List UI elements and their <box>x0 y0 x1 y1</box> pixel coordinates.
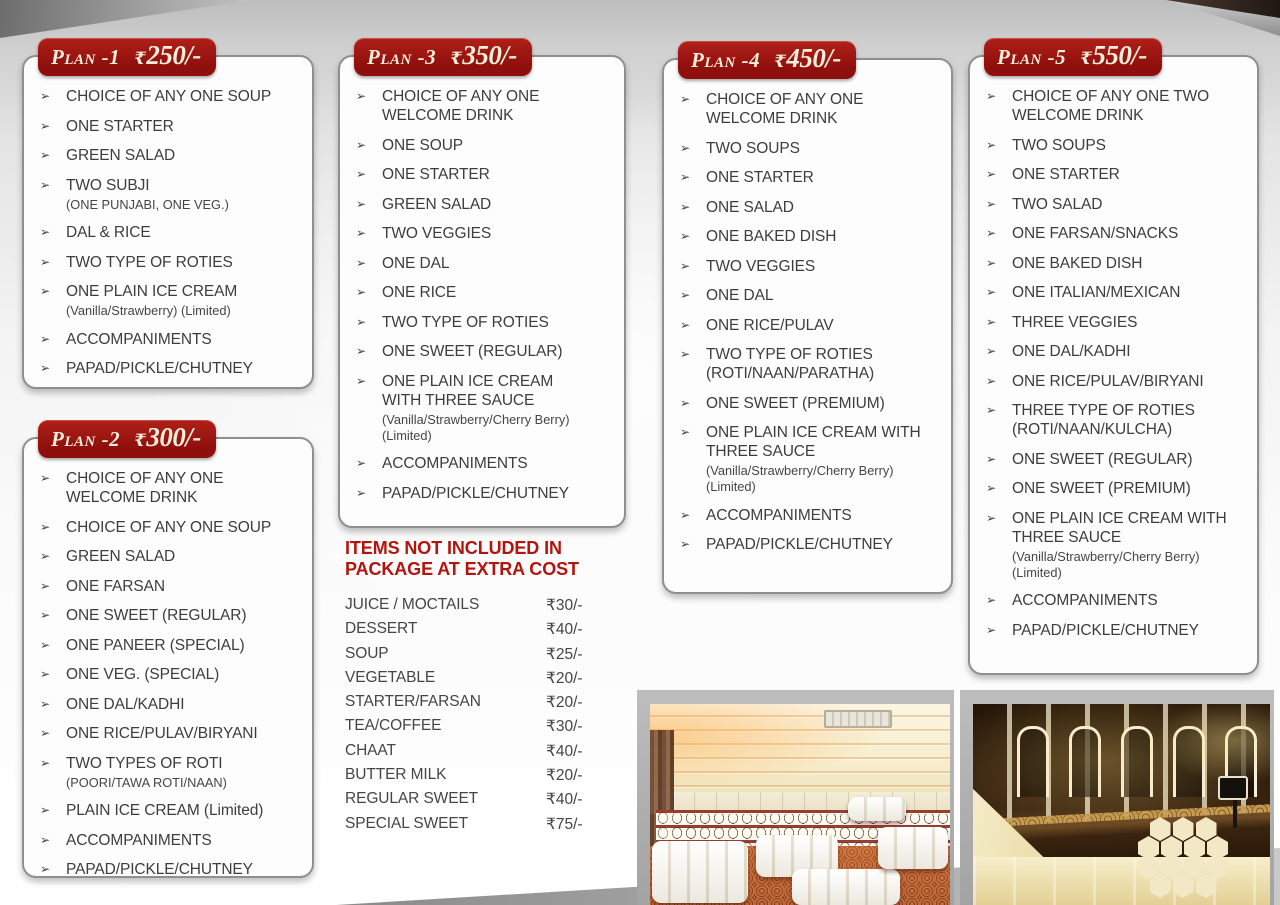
extra-item-price: ₹20/- <box>546 767 583 785</box>
extra-item-price: ₹40/- <box>546 621 583 639</box>
menu-item <box>982 283 1247 302</box>
menu-item <box>36 665 302 684</box>
menu-item-text: ONE PLAIN ICE CREAM WITH THREE SAUCE (Vanilla/Strawberry/Cherry Berry) (Limited) <box>706 423 941 495</box>
menu-item <box>352 283 614 302</box>
menu-item <box>676 316 941 335</box>
menu-item-text: ONE RICE/PULAV/BIRYANI <box>1012 372 1204 390</box>
menu-item-text: TWO TYPE OF ROTIES (ROTI/NAAN/PARATHA) <box>706 346 875 382</box>
menu-item <box>982 224 1247 243</box>
plan-price <box>134 422 201 453</box>
menu-item-text: CHOICE OF ANY ONE WELCOME DRINK <box>706 91 864 127</box>
menu-item <box>36 330 302 349</box>
plan-name: Plan -4 <box>691 48 761 72</box>
plan-4-items-list <box>676 90 941 554</box>
menu-item <box>352 224 614 243</box>
hexagon-decoration <box>1124 817 1242 901</box>
menu-item <box>982 342 1247 361</box>
menu-item-text: ACCOMPANIMENTS <box>66 831 212 849</box>
buffet-counter-photo <box>973 704 1270 905</box>
menu-item-text: ONE PLAIN ICE CREAM WITH THREE SAUCE (Vanilla/Strawberry/Cherry Berry) (Limited) <box>1012 509 1247 581</box>
menu-item <box>36 754 302 791</box>
arrow-bullet-icon: ➢ <box>986 89 997 103</box>
plan-price <box>450 40 517 71</box>
menu-item <box>676 423 941 495</box>
menu-item <box>36 117 302 136</box>
menu-item <box>982 372 1247 391</box>
arrow-bullet-icon: ➢ <box>680 347 691 361</box>
menu-item <box>36 176 302 213</box>
menu-item-text: ONE PANEER (SPECIAL) <box>66 636 245 654</box>
extra-item-label: TEA/COFFEE <box>345 717 442 735</box>
arrow-bullet-icon: ➢ <box>986 373 997 388</box>
menu-item <box>676 506 941 525</box>
arrow-bullet-icon: ➢ <box>680 288 691 302</box>
menu-item <box>36 518 302 537</box>
arrow-bullet-icon: ➢ <box>356 285 367 299</box>
arrow-bullet-icon: ➢ <box>986 167 997 181</box>
menu-item <box>676 345 941 383</box>
menu-item-text: ONE SWEET (REGULAR) <box>382 343 563 360</box>
ceiling-layer <box>650 704 950 792</box>
extra-cost-row <box>345 790 607 814</box>
photo-frame-right <box>960 690 1274 905</box>
price-value: 450/- <box>786 43 841 73</box>
arrow-bullet-icon: ➢ <box>40 331 51 346</box>
arrow-bullet-icon: ➢ <box>40 755 51 770</box>
arrow-bullet-icon: ➢ <box>986 137 997 152</box>
menu-item <box>36 606 302 625</box>
menu-item <box>676 139 941 158</box>
menu-item-text: ONE SWEET (PREMIUM) <box>706 394 885 412</box>
menu-item-text: ONE RICE <box>382 284 457 301</box>
extra-cost-title <box>345 538 607 579</box>
extra-item-price: ₹75/- <box>546 815 583 833</box>
menu-item-text: CHOICE OF ANY ONE TWO WELCOME DRINK <box>1012 88 1210 124</box>
arrow-bullet-icon: ➢ <box>40 177 51 192</box>
menu-item <box>676 286 941 305</box>
menu-item-text: ONE BAKED DISH <box>706 228 837 245</box>
arrow-bullet-icon: ➢ <box>356 226 367 240</box>
arrow-bullet-icon: ➢ <box>40 803 51 817</box>
plan-name: Plan -5 <box>997 45 1067 69</box>
arrow-bullet-icon: ➢ <box>40 519 51 534</box>
white-sofa <box>792 869 900 905</box>
menu-item <box>982 165 1247 184</box>
menu-item-text: CHOICE OF ANY ONE WELCOME DRINK <box>382 88 540 124</box>
menu-item-text: PAPAD/PICKLE/CHUTNEY <box>382 484 569 502</box>
hexagon-tile <box>1196 874 1217 898</box>
arrow-bullet-icon: ➢ <box>40 862 51 876</box>
extra-item-price: ₹20/- <box>546 694 583 712</box>
arrow-bullet-icon: ➢ <box>680 229 691 243</box>
arrow-bullet-icon: ➢ <box>986 314 997 329</box>
arrow-bullet-icon: ➢ <box>680 317 691 332</box>
rupee-symbol: ₹ <box>1080 49 1092 68</box>
rupee-symbol: ₹ <box>774 52 786 71</box>
arrow-bullet-icon: ➢ <box>986 481 997 495</box>
menu-item <box>982 87 1247 125</box>
arrow-bullet-icon: ➢ <box>356 373 367 388</box>
menu-item-text: CHOICE OF ANY ONE WELCOME DRINK <box>66 470 224 506</box>
arrow-bullet-icon: ➢ <box>356 89 367 103</box>
menu-item <box>676 227 941 246</box>
plan-card-5 <box>968 40 1259 675</box>
menu-item-text: ONE SOUP <box>382 136 464 154</box>
menu-item <box>982 313 1247 332</box>
extra-cost-row <box>345 693 607 717</box>
arrow-bullet-icon: ➢ <box>680 507 691 522</box>
arrow-bullet-icon: ➢ <box>40 225 51 239</box>
arrow-bullet-icon: ➢ <box>680 92 691 106</box>
menu-item-text: ONE STARTER <box>1012 166 1120 183</box>
arrow-bullet-icon: ➢ <box>40 118 51 133</box>
menu-item-text: ONE DAL <box>706 287 774 304</box>
arrow-bullet-icon: ➢ <box>680 170 691 184</box>
arrow-bullet-icon: ➢ <box>40 254 51 269</box>
menu-item <box>352 87 614 125</box>
menu-item-text: TWO SOUPS <box>1012 136 1106 154</box>
extra-item-price: ₹30/- <box>546 597 583 614</box>
menu-item <box>352 372 614 444</box>
menu-item <box>982 450 1247 469</box>
plan-1-items-list <box>36 87 302 378</box>
price-value: 350/- <box>462 40 517 70</box>
arrow-bullet-icon: ➢ <box>356 167 367 181</box>
extra-cost-row <box>345 717 607 741</box>
plan-price <box>1080 40 1147 71</box>
menu-item-text: PAPAD/PICKLE/CHUTNEY <box>66 861 253 878</box>
arrow-bullet-icon: ➢ <box>40 89 51 103</box>
arrow-bullet-icon: ➢ <box>40 696 51 711</box>
arrow-bullet-icon: ➢ <box>40 608 51 622</box>
menu-item-text: ONE SWEET (REGULAR) <box>66 607 247 624</box>
ac-vent <box>824 710 892 728</box>
hexagon-tile <box>1173 874 1194 898</box>
extra-item-label: JUICE / MOCTAILS <box>345 596 480 613</box>
extra-cost-row <box>345 669 607 693</box>
menu-item-text: ONE STARTER <box>66 117 174 135</box>
menu-item-text: GREEN SALAD <box>66 147 176 164</box>
arrow-bullet-icon: ➢ <box>40 726 51 740</box>
menu-item <box>982 254 1247 273</box>
menu-item-text: ONE RICE/PULAV/BIRYANI <box>66 725 258 742</box>
menu-item-note: (ONE PUNJABI, ONE VEG.) <box>66 196 229 212</box>
plan-5-badge <box>984 38 1162 76</box>
menu-item <box>352 484 614 503</box>
menu-item-text: ACCOMPANIMENTS <box>382 455 528 472</box>
menu-item-text: ONE PLAIN ICE CREAM WITH THREE SAUCE (Vanilla/Strawberry/Cherry Berry) (Limited) <box>382 372 614 444</box>
menu-item-note: (Vanilla/Strawberry/Cherry Berry) (Limited) <box>382 411 570 443</box>
extra-item-price: ₹40/- <box>546 742 583 760</box>
menu-item <box>36 636 302 655</box>
menu-item-text: ACCOMPANIMENTS <box>706 506 852 524</box>
extra-cost-row <box>345 766 607 790</box>
arrow-bullet-icon: ➢ <box>356 344 367 358</box>
menu-item-text: TWO TYPE OF ROTIES <box>66 253 233 271</box>
arrow-bullet-icon: ➢ <box>40 549 51 563</box>
menu-item <box>36 223 302 242</box>
extra-item-label: REGULAR SWEET <box>345 790 479 808</box>
extra-cost-list <box>345 596 607 839</box>
menu-item <box>36 253 302 272</box>
arrow-bullet-icon: ➢ <box>680 425 691 439</box>
menu-item-note: (Vanilla/Strawberry/Cherry Berry) (Limited) <box>1012 548 1200 580</box>
arrow-bullet-icon: ➢ <box>680 199 691 214</box>
arrow-bullet-icon: ➢ <box>986 593 997 607</box>
menu-item <box>36 801 302 820</box>
extra-item-label: VEGETABLE <box>345 668 436 686</box>
menu-item <box>352 195 614 214</box>
arrow-bullet-icon: ➢ <box>986 196 997 211</box>
arrow-bullet-icon: ➢ <box>40 471 51 485</box>
plan-name: Plan -2 <box>51 427 121 451</box>
plan-card-2 <box>22 422 314 878</box>
menu-item <box>36 577 302 596</box>
arrow-bullet-icon: ➢ <box>356 456 367 470</box>
menu-item-text: TWO VEGGIES <box>706 257 816 275</box>
plan-card-3 <box>338 40 626 528</box>
menu-item-text: ONE BAKED DISH <box>1012 254 1143 272</box>
plan-price <box>774 43 841 74</box>
arrow-bullet-icon: ➢ <box>356 255 367 270</box>
menu-item <box>36 359 302 378</box>
extra-item-label: SPECIAL SWEET <box>345 814 469 832</box>
extra-cost-row <box>345 742 607 766</box>
menu-item <box>352 136 614 155</box>
extra-cost-title-line2: PACKAGE AT EXTRA COST <box>345 558 579 579</box>
menu-item-text: ONE SALAD <box>706 198 794 216</box>
menu-item <box>352 313 614 332</box>
menu-item-text: ONE VEG. (SPECIAL) <box>66 666 220 683</box>
rupee-symbol: ₹ <box>450 49 462 68</box>
extra-item-label: STARTER/FARSAN <box>345 693 481 711</box>
menu-item-text: THREE VEGGIES <box>1012 313 1138 331</box>
corner-decoration-top-left <box>0 0 252 38</box>
menu-item <box>982 509 1247 581</box>
menu-item-text: TWO TYPE OF ROTIES <box>382 313 549 331</box>
arrow-bullet-icon: ➢ <box>986 510 997 525</box>
extra-item-label: SOUP <box>345 644 389 662</box>
menu-item <box>36 860 302 879</box>
arrow-bullet-icon: ➢ <box>40 578 51 593</box>
white-sofa <box>878 827 948 869</box>
menu-item-text: TWO VEGGIES <box>382 225 492 242</box>
extra-item-price: ₹30/- <box>546 718 583 736</box>
price-value: 300/- <box>146 422 201 452</box>
menu-item-text: ONE RICE/PULAV <box>706 316 834 334</box>
menu-item <box>982 195 1247 214</box>
arrow-bullet-icon: ➢ <box>40 637 51 652</box>
price-value: 250/- <box>146 40 201 70</box>
arrow-bullet-icon: ➢ <box>356 485 367 500</box>
plan-card-1 <box>22 40 314 389</box>
menu-item <box>982 136 1247 155</box>
menu-item-text: THREE TYPE OF ROTIES (ROTI/NAAN/KULCHA) <box>1012 402 1195 438</box>
plan-name: Plan -1 <box>51 45 121 69</box>
plan-5-items-list <box>982 87 1247 640</box>
plan-2-badge <box>38 420 216 458</box>
menu-item-text: ONE STARTER <box>706 169 814 186</box>
extra-item-price: ₹25/- <box>546 645 583 663</box>
arrow-bullet-icon: ➢ <box>680 140 691 155</box>
menu-item-text: ONE STARTER <box>382 166 490 183</box>
arrow-bullet-icon: ➢ <box>986 226 997 240</box>
menu-item-note: (Vanilla/Strawberry/Cherry Berry) (Limited) <box>706 463 894 494</box>
menu-item <box>982 401 1247 439</box>
plan-name: Plan -3 <box>367 45 437 69</box>
white-sofa <box>848 797 906 821</box>
menu-item-text: ONE SWEET (REGULAR) <box>1012 450 1193 468</box>
menu-item <box>676 535 941 554</box>
arrow-bullet-icon: ➢ <box>986 285 997 299</box>
arrow-bullet-icon: ➢ <box>986 622 997 637</box>
arrow-bullet-icon: ➢ <box>356 314 367 329</box>
menu-item-text: TWO SALAD <box>1012 195 1103 213</box>
menu-item <box>36 547 302 566</box>
arrow-bullet-icon: ➢ <box>40 148 51 162</box>
banquet-hall-photo <box>650 704 950 905</box>
extra-item-label: BUTTER MILK <box>345 766 447 784</box>
menu-item <box>36 282 302 319</box>
arrow-bullet-icon: ➢ <box>986 403 997 417</box>
plan-price <box>134 40 201 71</box>
arrow-bullet-icon: ➢ <box>40 667 51 681</box>
menu-item <box>352 165 614 184</box>
plan-2-items-list <box>36 469 302 879</box>
arrow-bullet-icon: ➢ <box>40 361 51 375</box>
plan-3-items-list <box>352 87 614 503</box>
menu-item-text: ONE DAL <box>382 254 450 272</box>
menu-item-note: (POORI/TAWA ROTI/NAAN) <box>66 774 227 790</box>
menu-item <box>982 479 1247 498</box>
extra-cost-row <box>345 596 607 620</box>
extra-cost-row <box>345 620 607 644</box>
menu-item <box>36 87 302 106</box>
menu-item <box>676 257 941 276</box>
menu-item-text: GREEN SALAD <box>382 195 492 213</box>
extra-item-price: ₹40/- <box>546 791 583 809</box>
menu-item <box>36 695 302 714</box>
extra-cost-row <box>345 645 607 669</box>
menu-item-text: PAPAD/PICKLE/CHUTNEY <box>706 536 893 553</box>
menu-item <box>36 146 302 165</box>
menu-item-text: ONE ITALIAN/MEXICAN <box>1012 284 1181 301</box>
arrow-bullet-icon: ➢ <box>986 451 997 466</box>
menu-item-text: ONE FARSAN <box>66 577 165 595</box>
menu-item-text: TWO SUBJI (ONE PUNJABI, ONE VEG.) <box>66 176 229 212</box>
arrow-bullet-icon: ➢ <box>40 284 51 298</box>
menu-item <box>352 454 614 473</box>
menu-item-text: ONE FARSAN/SNACKS <box>1012 225 1179 242</box>
menu-item <box>982 621 1247 640</box>
hexagon-tile <box>1150 874 1171 898</box>
arrow-bullet-icon: ➢ <box>680 258 691 273</box>
plan-3-badge <box>354 38 532 76</box>
extra-cost-title-line1: ITEMS NOT INCLUDED IN <box>345 538 562 558</box>
menu-item-text: ONE DAL/KADHI <box>66 695 185 713</box>
plan-4-badge <box>678 41 856 79</box>
rupee-symbol: ₹ <box>134 49 146 68</box>
menu-item-text: CHOICE OF ANY ONE SOUP <box>66 88 272 105</box>
arrow-bullet-icon: ➢ <box>356 196 367 211</box>
menu-item <box>676 90 941 128</box>
menu-item-text: TWO SOUPS <box>706 139 800 157</box>
menu-item <box>36 724 302 743</box>
plan-card-4 <box>662 43 953 594</box>
menu-item-note: (Vanilla/Strawberry) (Limited) <box>66 303 231 318</box>
menu-item-text: PAPAD/PICKLE/CHUTNEY <box>66 360 253 377</box>
menu-item <box>352 342 614 361</box>
menu-item <box>36 831 302 850</box>
menu-item <box>352 254 614 273</box>
menu-item-text: CHOICE OF ANY ONE SOUP <box>66 518 272 536</box>
menu-item-text: ONE PLAIN ICE CREAM (Vanilla/Strawberry) (Limited) <box>66 283 238 318</box>
rupee-symbol: ₹ <box>134 431 146 450</box>
menu-item <box>676 198 941 217</box>
menu-kiosk-screen <box>1218 776 1248 800</box>
extra-item-label: DESSERT <box>345 620 418 638</box>
arrow-bullet-icon: ➢ <box>986 344 997 358</box>
arrow-bullet-icon: ➢ <box>986 255 997 270</box>
menu-item <box>982 591 1247 610</box>
menu-item-text: DAL & RICE <box>66 224 151 241</box>
menu-item-text: GREEN SALAD <box>66 548 176 565</box>
photo-frame-left <box>637 690 954 905</box>
white-sofa <box>652 841 748 903</box>
extra-cost-row <box>345 815 607 839</box>
menu-item-text: PLAIN ICE CREAM (Limited) <box>66 802 264 819</box>
plan-1-badge <box>38 38 216 76</box>
menu-item <box>676 168 941 187</box>
price-value: 550/- <box>1092 40 1147 70</box>
menu-item <box>676 394 941 413</box>
menu-item-text: ONE SWEET (PREMIUM) <box>1012 480 1191 497</box>
menu-item-text: TWO TYPES OF ROTI (POORI/TAWA ROTI/NAAN) <box>66 754 227 790</box>
arrow-bullet-icon: ➢ <box>680 395 691 410</box>
menu-item-text: PAPAD/PICKLE/CHUTNEY <box>1012 621 1199 639</box>
extra-item-label: CHAAT <box>345 741 396 759</box>
hexagon-row <box>1124 874 1242 898</box>
arrow-bullet-icon: ➢ <box>40 832 51 847</box>
menu-item-text: ACCOMPANIMENTS <box>66 330 212 348</box>
extra-cost-section <box>345 538 607 839</box>
arrow-bullet-icon: ➢ <box>680 537 691 551</box>
extra-item-price: ₹20/- <box>546 669 583 687</box>
menu-item-text: ONE DAL/KADHI <box>1012 343 1131 360</box>
menu-item <box>36 469 302 507</box>
menu-item-text: ACCOMPANIMENTS <box>1012 592 1158 609</box>
arrow-bullet-icon: ➢ <box>356 137 367 152</box>
